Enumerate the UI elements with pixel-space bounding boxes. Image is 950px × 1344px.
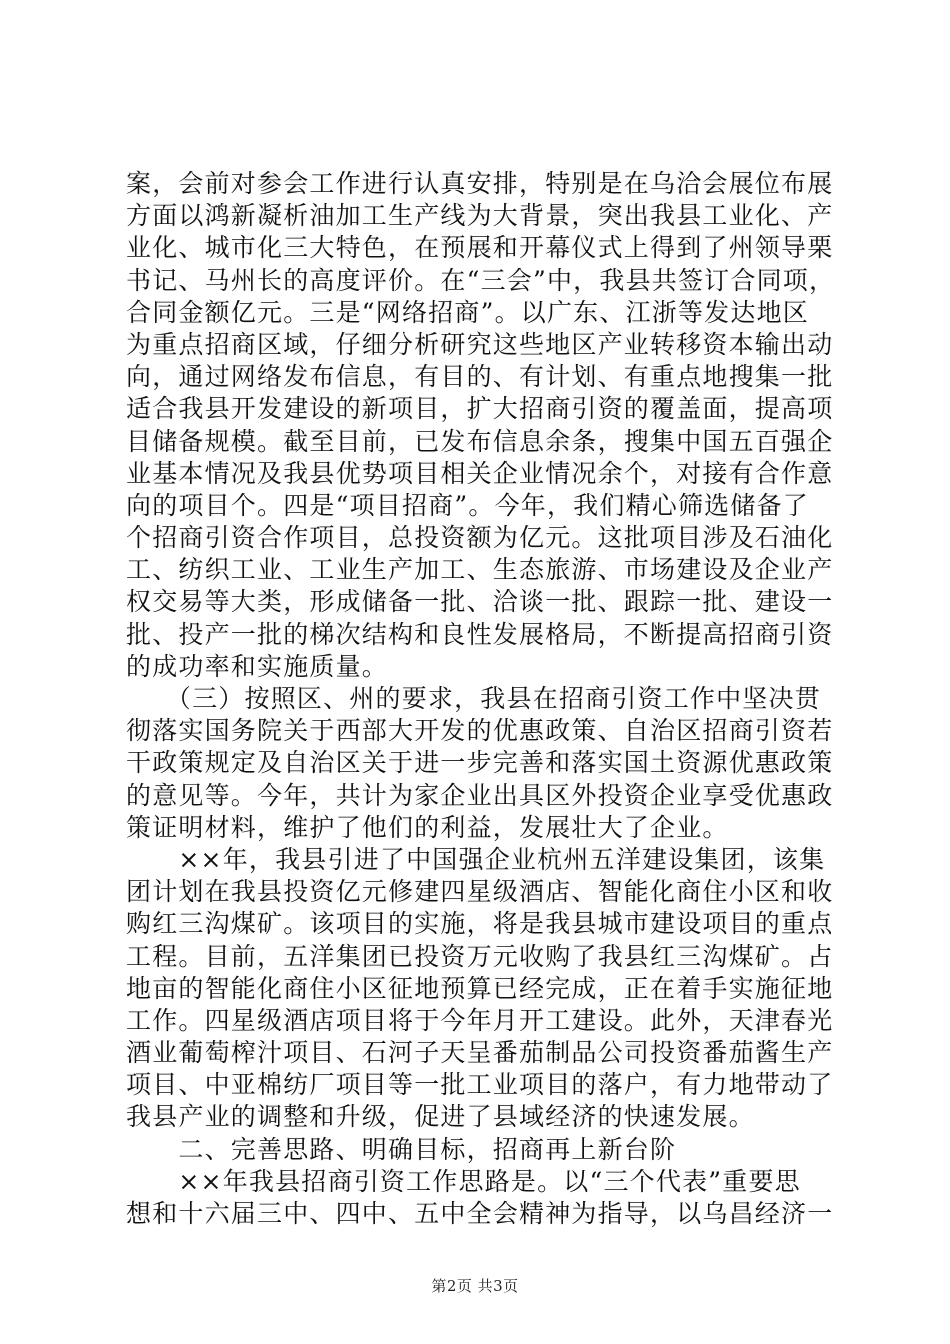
text-line: ××年我县招商引资工作思路是。以“三个代表”重要思	[126, 1166, 801, 1196]
text-line: 购红三沟煤矿。该项目的实施，将是我县城市建设项目的重点	[126, 909, 834, 939]
text-line: 我县产业的调整和升级，促进了县域经济的快速发展。	[126, 1102, 755, 1132]
text-line: 想和十六届三中、四中、五中全会精神为指导，以乌昌经济一	[126, 1199, 834, 1228]
text-line: 向，通过网络发布信息，有目的、有计划、有重点地搜集一批	[126, 362, 834, 392]
text-line: 团计划在我县投资亿元修建四星级酒店、智能化商住小区和收	[126, 877, 834, 907]
text-line: 工作。四星级酒店项目将于今年月开工建设。此外，天津春光	[126, 1005, 834, 1035]
text-line: 的成功率和实施质量。	[126, 651, 389, 681]
text-line: 业化、城市化三大特色，在预展和开幕仪式上得到了州领导栗	[126, 233, 834, 263]
text-line: ××年，我县引进了中国强企业杭州五洋建设集团，该集	[126, 844, 826, 874]
text-line: 酒业葡萄榨汁项目、石河子天呈番茄制品公司投资番茄酱生产	[126, 1038, 834, 1068]
text-line: 二、完善思路、明确目标，招商再上新台阶	[126, 1134, 677, 1164]
text-line: 方面以鸿新凝析油加工生产线为大背景，突出我县工业化、产	[126, 201, 834, 231]
text-line: 业基本情况及我县优势项目相关企业情况余个，对接有合作意	[126, 458, 834, 488]
text-line: 的意见等。今年，共计为家企业出具区外投资企业享受优惠政	[126, 780, 834, 810]
page-footer: 第2页 共3页	[431, 1277, 519, 1295]
text-line: 案，会前对参会工作进行认真安排，特别是在乌洽会展位布展	[126, 169, 834, 198]
text-line: 工、纺织工业、工业生产加工、生态旅游、市场建设及企业产	[126, 555, 834, 585]
text-line: 目储备规模。截至目前，已发布信息余条，搜集中国五百强企	[126, 426, 834, 456]
text-line: 项目、中亚棉纺厂项目等一批工业项目的落户，有力地带动了	[126, 1070, 834, 1100]
text-line: 向的项目个。四是“项目招商”。今年，我们精心筛选储备了	[126, 490, 809, 520]
text-line: 地亩的智能化商住小区征地预算已经完成，正在着手实施征地	[126, 973, 834, 1003]
text-line: 为重点招商区域，仔细分析研究这些地区产业转移资本输出动	[126, 329, 834, 359]
text-line: 彻落实国务院关于西部大开发的优惠政策、自治区招商引资若	[126, 716, 834, 746]
text-line: 书记、马州长的高度评价。在“三会”中，我县共签订合同项，	[126, 265, 836, 295]
text-line: 批、投产一批的梯次结构和良性发展格局，不断提高招商引资	[126, 619, 834, 649]
text-line: 策证明材料，维护了他们的利益，发展壮大了企业。	[126, 812, 729, 842]
text-line: 合同金额亿元。三是“网络招商”。以广东、江浙等发达地区	[126, 297, 809, 327]
text-line: （三）按照区、州的要求，我县在招商引资工作中坚决贯	[126, 684, 821, 713]
text-line: 工程。目前，五洋集团已投资万元收购了我县红三沟煤矿。占	[126, 941, 834, 971]
body-text	[126, 168, 836, 1230]
text-line: 干政策规定及自治区关于进一步完善和落实国土资源优惠政策	[126, 748, 834, 778]
text-line: 适合我县开发建设的新项目，扩大招商引资的覆盖面，提高项	[126, 394, 834, 424]
text-line: 个招商引资合作项目，总投资额为亿元。这批项目涉及石油化	[126, 523, 834, 553]
text-line: 权交易等大类，形成储备一批、洽谈一批、跟踪一批、建设一	[126, 587, 834, 617]
